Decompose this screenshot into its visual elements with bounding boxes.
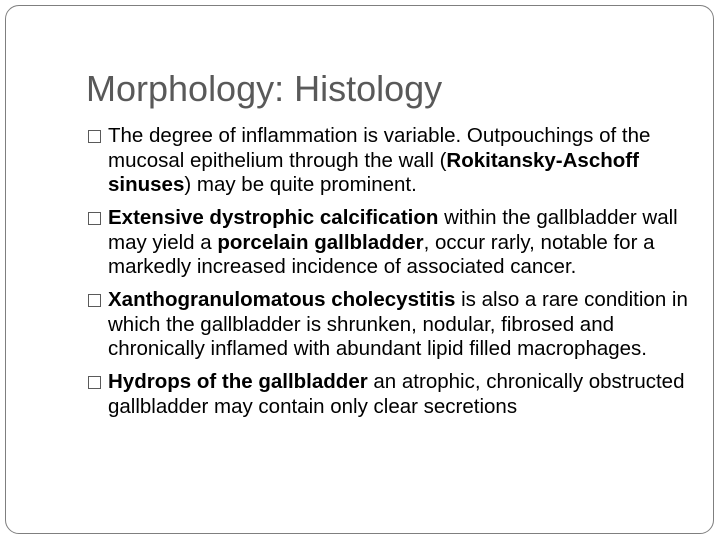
checkbox-bullet-icon xyxy=(88,376,101,389)
bullet-text: within the gallbladder wall may yield a xyxy=(108,206,678,254)
bullet-list xyxy=(88,124,688,428)
bullet-item-xanthogranulomatous xyxy=(88,288,688,362)
bullet-item-aschoff-sinuses xyxy=(88,124,688,198)
checkbox-bullet-icon xyxy=(88,130,101,143)
slide-frame xyxy=(5,5,714,534)
bullet-bold-term: Extensive dystrophic calcification xyxy=(108,206,439,229)
bullet-text: an atrophic, chronically obstructed gallbladder may contain only clear secretions xyxy=(108,370,685,418)
bullet-bold-term: porcelain gallbladder xyxy=(217,230,424,254)
checkbox-bullet-icon xyxy=(88,212,101,225)
bullet-text: is also a rare condition in which the gallbladder is shrunken, nodular, fibrosed and chronically inflamed with abundant lipid filled macrophages. xyxy=(108,288,688,360)
bullet-text: , occur rarly, notable for a markedly increased incidence of associated cancer. xyxy=(108,230,655,278)
bullet-text: The degree of inflammation is variable. Outpouchings of the mucosal epithelium through the wall ( xyxy=(108,124,651,172)
bullet-item-dystrophic-calcification xyxy=(88,206,688,280)
bullet-bold-term: Hydrops of the gallbladder xyxy=(108,370,368,393)
checkbox-bullet-icon xyxy=(88,294,101,307)
slide-title: Morphology: Histology xyxy=(86,68,443,109)
bullet-text: ) may be quite prominent. xyxy=(184,173,417,196)
bullet-bold-term: Xanthogranulomatous cholecystitis xyxy=(108,288,456,311)
bullet-item-hydrops xyxy=(88,370,688,419)
bullet-bold-term: Rokitansky-Aschoff sinuses xyxy=(108,148,639,196)
